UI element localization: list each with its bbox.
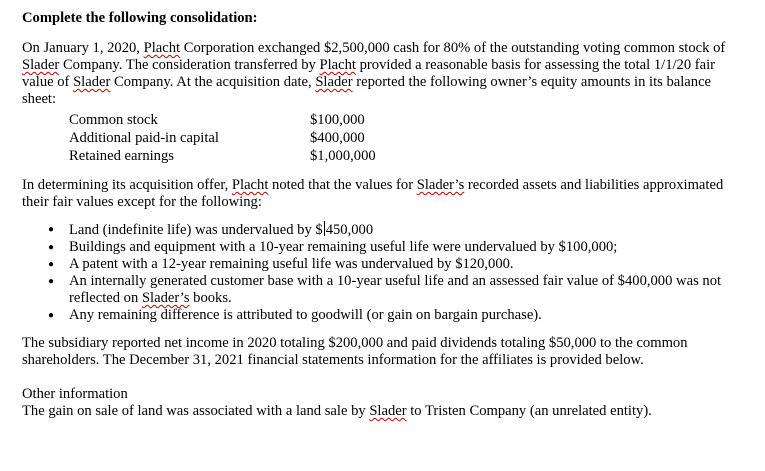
spellcheck-word: Placht <box>319 57 356 73</box>
text-run: Company. The consideration transferred by <box>59 57 320 73</box>
text-run: Land (indefinite life) was undervalued by $ <box>69 222 323 238</box>
net-income-paragraph: The subsidiary reported net income in 2020 totaling $200,000 and paid dividends totaling $50,000 to the common shareholders. The December 31, 2021 financial statements information for the affiliates is provided below. <box>22 335 688 368</box>
text-run: The gain on sale of land was associated with a land sale by <box>22 403 370 419</box>
text-run: 450,000 <box>325 222 374 238</box>
spellcheck-word: Slader <box>315 74 353 90</box>
spellcheck-word: Placht <box>231 177 269 193</box>
list-item <box>69 221 765 239</box>
spellcheck-word: Placht <box>143 40 181 56</box>
text-run: reported the following owner’s equity amounts in its balance sheet: <box>22 74 712 107</box>
text-run: In determining its acquisition offer, <box>22 177 232 193</box>
spellcheck-word: Slader’s <box>141 290 190 306</box>
owners-equity-table <box>69 111 376 165</box>
equity-label: Additional paid-in capital <box>69 130 219 146</box>
equity-value: $100,000 <box>310 112 365 128</box>
spellcheck-word: Slader’s <box>416 177 465 193</box>
equity-value: $400,000 <box>310 130 365 146</box>
acquisition-offer-paragraph <box>22 177 744 211</box>
acquisition-paragraph <box>22 40 744 108</box>
equity-label: Retained earnings <box>69 148 174 164</box>
list-item: ● Any remaining difference is attributed to goodwill (or gain on bargain purchase). <box>69 307 765 324</box>
table-row <box>69 147 376 165</box>
equity-label: Common stock <box>69 112 158 128</box>
list-item: ● A patent with a 12-year remaining useful life was undervalued by $120,000. <box>69 256 765 273</box>
text-run: An internally generated customer base with a 10-year useful life and an assessed fair value of $400,000 was not reflected on <box>69 273 722 306</box>
text-run: provided a reasonable basis for assessing the total 1/1/20 fair value of <box>22 57 716 90</box>
text-run: Corporation exchanged $2,500,000 cash for 80% of the outstanding voting common stock of <box>180 40 726 56</box>
spellcheck-word: Slader <box>73 74 111 90</box>
text-run: noted that the values for <box>268 177 417 193</box>
other-information-heading: Other information <box>22 386 128 402</box>
equity-value: $1,000,000 <box>310 148 376 164</box>
table-row <box>69 129 376 147</box>
text-cursor <box>324 221 325 236</box>
table-row <box>69 111 376 129</box>
text-run: recorded assets and liabilities approximated their fair values except for the following: <box>22 177 724 210</box>
spellcheck-word: Slader <box>369 403 407 419</box>
text-run: Company. At the acquisition date, <box>110 74 316 90</box>
undervalued-items-list <box>22 221 765 324</box>
text-run: to Tristen Company (an unrelated entity). <box>406 403 652 419</box>
land-sale-paragraph <box>22 403 744 420</box>
spellcheck-word: Slader <box>22 57 60 73</box>
list-item: ● Buildings and equipment with a 10-year remaining useful life were undervalued by $100,000; <box>69 239 765 256</box>
list-item <box>69 273 765 307</box>
page-title: Complete the following consolidation: <box>22 10 258 26</box>
text-run: books. <box>189 290 232 306</box>
text-run: On January 1, 2020, <box>22 40 144 56</box>
